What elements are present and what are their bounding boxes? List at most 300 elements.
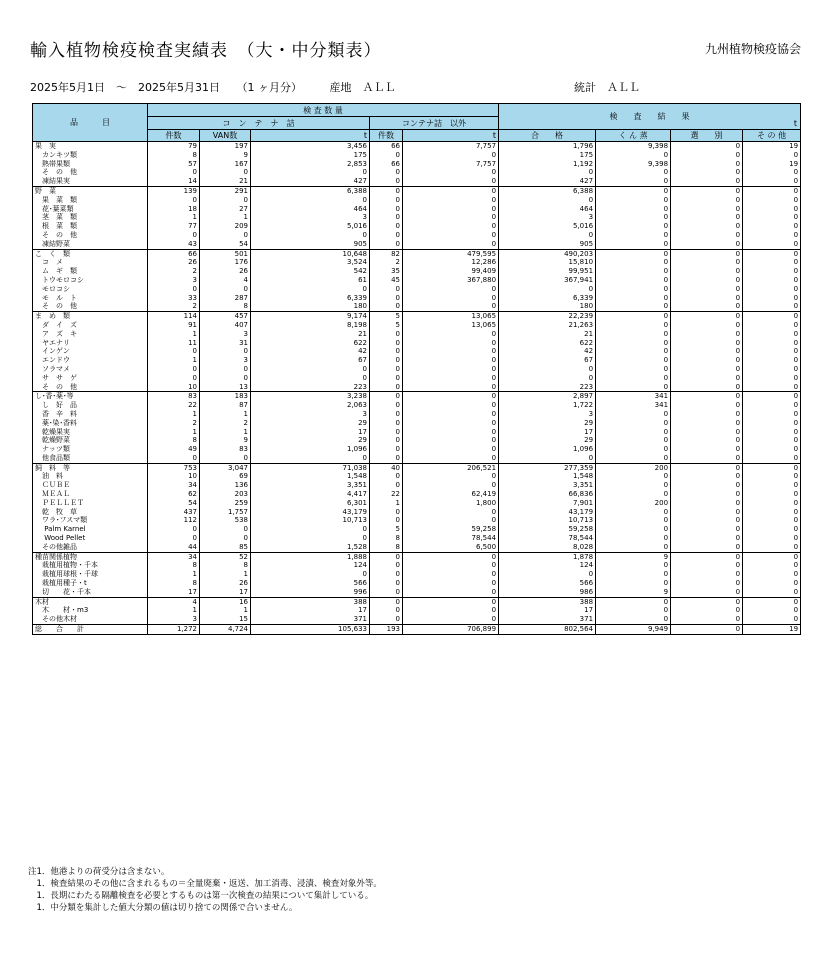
non-container-tons-cell: 0 (403, 330, 499, 339)
container-tons-cell: 1,096 (251, 445, 370, 454)
sorting-cell: 0 (671, 516, 743, 525)
passed-cell: 986 (499, 588, 596, 597)
subcategory-row (33, 516, 801, 525)
row-label: ダ イ ズ (33, 321, 148, 330)
non-container-count-cell: 0 (370, 222, 403, 231)
non-container-tons-cell: 1,800 (403, 499, 499, 508)
fumigation-cell: 0 (596, 312, 671, 321)
sorting-cell: 0 (671, 472, 743, 481)
subcategory-row (33, 222, 801, 231)
fumigation-cell: 0 (596, 285, 671, 294)
container-tons-cell: 388 (251, 597, 370, 606)
non-container-count-cell: 22 (370, 490, 403, 499)
footnotes (28, 866, 382, 914)
container-tons-cell: 3,238 (251, 392, 370, 401)
sorting-cell: 0 (671, 525, 743, 534)
non-container-count-cell: 0 (370, 588, 403, 597)
row-label: 乾燥果実 (33, 428, 148, 437)
container-tons-cell: 2,063 (251, 401, 370, 410)
non-container-tons-cell: 0 (403, 454, 499, 463)
non-container-count-cell: 66 (370, 142, 403, 151)
container-count-cell: 43 (148, 240, 200, 249)
container-tons-cell: 0 (251, 196, 370, 205)
non-container-count-cell: 0 (370, 177, 403, 186)
row-label: 切 花・千本 (33, 588, 148, 597)
container-count-cell: 3 (148, 615, 200, 624)
container-tons-cell: 464 (251, 205, 370, 214)
container-count-cell: 26 (148, 258, 200, 267)
fumigation-cell: 9 (596, 588, 671, 597)
passed-cell: 29 (499, 436, 596, 445)
subcategory-row (33, 240, 801, 249)
container-count-cell: 8 (148, 561, 200, 570)
category-row (33, 392, 801, 401)
non-container-count-cell: 0 (370, 285, 403, 294)
sorting-cell: 0 (671, 222, 743, 231)
van-count-cell: 183 (200, 392, 251, 401)
van-count-cell: 16 (200, 597, 251, 606)
container-header: コ ン テ ナ 詰 (148, 117, 370, 130)
other-cell: 0 (743, 276, 801, 285)
van-count-cell: 538 (200, 516, 251, 525)
other-cell: 0 (743, 177, 801, 186)
row-label: Wood Pellet (33, 534, 148, 543)
row-label: カンキツ類 (33, 151, 148, 160)
non-container-count-cell: 0 (370, 347, 403, 356)
subcategory-row (33, 168, 801, 177)
subcategory-row (33, 445, 801, 454)
passed-cell: 10,713 (499, 516, 596, 525)
non-container-count-cell: 0 (370, 383, 403, 392)
row-label: ム ギ 類 (33, 267, 148, 276)
sorting-cell: 0 (671, 615, 743, 624)
non-container-count-cell: 0 (370, 597, 403, 606)
non-container-tons-cell: 0 (403, 597, 499, 606)
sorting-cell: 0 (671, 160, 743, 169)
non-container-count-cell: 0 (370, 454, 403, 463)
row-label: 根 菜 類 (33, 222, 148, 231)
sorting-cell: 0 (671, 339, 743, 348)
container-tons-cell: 180 (251, 302, 370, 311)
non-container-count-cell: 0 (370, 356, 403, 365)
fumigation-cell: 0 (596, 151, 671, 160)
passed-cell: 223 (499, 383, 596, 392)
row-label: ＰＥＬＬＥＴ (33, 499, 148, 508)
other-cell: 0 (743, 321, 801, 330)
sorting-cell: 0 (671, 543, 743, 552)
other-cell: 0 (743, 267, 801, 276)
container-tons-cell: 0 (251, 231, 370, 240)
row-label: ワラ･フスマ類 (33, 516, 148, 525)
passed-cell: 43,179 (499, 508, 596, 517)
container-tons-cell: 8,198 (251, 321, 370, 330)
container-count-cell: 753 (148, 463, 200, 472)
fumigation-cell: 0 (596, 267, 671, 276)
non-container-count-cell: 82 (370, 249, 403, 258)
row-label: し 好 品 (33, 401, 148, 410)
container-tons-cell: 17 (251, 428, 370, 437)
row-label: 栽植用種子・t (33, 579, 148, 588)
fumigation-cell: 9,949 (596, 625, 671, 635)
non-container-count-cell: 0 (370, 606, 403, 615)
sorting-cell: 0 (671, 436, 743, 445)
container-tons-cell: 6,339 (251, 294, 370, 303)
inspection-result-header (499, 104, 801, 130)
sorting-cell: 0 (671, 534, 743, 543)
non-container-count-cell: 0 (370, 392, 403, 401)
other-cell: 0 (743, 231, 801, 240)
passed-cell: 427 (499, 177, 596, 186)
category-row (33, 186, 801, 195)
other-cell: 0 (743, 365, 801, 374)
non-container-tons-cell: 6,500 (403, 543, 499, 552)
row-label: 薬･染･香料 (33, 419, 148, 428)
container-count-cell: 0 (148, 347, 200, 356)
fumigation-cell: 0 (596, 445, 671, 454)
fumigation-cell: 0 (596, 302, 671, 311)
container-count-cell: 49 (148, 445, 200, 454)
container-tons-cell: 1,528 (251, 543, 370, 552)
other-cell: 0 (743, 151, 801, 160)
passed-cell: 0 (499, 285, 596, 294)
van-count-cell: 0 (200, 285, 251, 294)
footnote: 1．長期にわたる隔離検査を必要とするものは第一次検査の結果について集計している。 (28, 891, 374, 901)
container-tons-cell: 2,853 (251, 160, 370, 169)
non-container-tons-cell: 0 (403, 294, 499, 303)
row-label: 飼 料 等 (33, 463, 148, 472)
subcategory-row (33, 365, 801, 374)
non-container-count-cell: 35 (370, 267, 403, 276)
non-container-count-cell: 0 (370, 330, 403, 339)
non-container-count-cell: 0 (370, 151, 403, 160)
fumigation-cell: 0 (596, 436, 671, 445)
other-cell: 0 (743, 222, 801, 231)
row-label: ＭＥＡＬ (33, 490, 148, 499)
non-container-count-header: 件数 (370, 130, 403, 142)
other-cell: 0 (743, 472, 801, 481)
non-container-tons-cell: 0 (403, 516, 499, 525)
container-tons-cell: 61 (251, 276, 370, 285)
container-count-cell: 1 (148, 213, 200, 222)
container-count-cell: 0 (148, 285, 200, 294)
container-count-cell: 11 (148, 339, 200, 348)
fumigation-cell: 0 (596, 490, 671, 499)
passed-header: 合 格 (499, 130, 596, 142)
van-count-cell: 54 (200, 240, 251, 249)
footnote: 注1．他港よりの荷受分は含まない。 (28, 867, 170, 877)
other-cell: 0 (743, 508, 801, 517)
sorting-cell: 0 (671, 481, 743, 490)
subcategory-row (33, 196, 801, 205)
other-cell: 0 (743, 570, 801, 579)
container-count-cell: 1 (148, 606, 200, 615)
non-container-tons-cell: 0 (403, 606, 499, 615)
non-container-tons-cell: 0 (403, 579, 499, 588)
fumigation-cell: 0 (596, 561, 671, 570)
fumigation-cell: 0 (596, 525, 671, 534)
van-count-cell: 3,047 (200, 463, 251, 472)
sorting-cell: 0 (671, 374, 743, 383)
passed-cell: 1,796 (499, 142, 596, 151)
non-container-tons-cell: 0 (403, 570, 499, 579)
other-cell: 0 (743, 454, 801, 463)
row-label: コ メ (33, 258, 148, 267)
other-cell: 0 (743, 213, 801, 222)
container-count-cell: 0 (148, 534, 200, 543)
van-count-cell: 0 (200, 347, 251, 356)
sorting-cell: 0 (671, 419, 743, 428)
subcategory-row (33, 302, 801, 311)
row-label: 種苗関係植物 (33, 552, 148, 561)
container-ton-header: t (251, 130, 370, 142)
subcategory-row (33, 294, 801, 303)
sorting-cell: 0 (671, 356, 743, 365)
non-container-tons-cell: 0 (403, 383, 499, 392)
container-tons-cell: 996 (251, 588, 370, 597)
non-container-count-cell: 0 (370, 481, 403, 490)
non-container-tons-cell: 0 (403, 222, 499, 231)
passed-cell: 566 (499, 579, 596, 588)
report-title: 輸入植物検疫検査実績表 （大・中分類表） (30, 41, 382, 61)
non-container-tons-cell: 59,258 (403, 525, 499, 534)
van-count-cell: 26 (200, 267, 251, 276)
row-label: 果 菜 類 (33, 196, 148, 205)
subcategory-row (33, 615, 801, 624)
non-container-count-cell: 0 (370, 472, 403, 481)
van-count-cell: 457 (200, 312, 251, 321)
non-container-tons-cell: 0 (403, 347, 499, 356)
container-count-cell: 0 (148, 168, 200, 177)
van-count-cell: 136 (200, 481, 251, 490)
van-count-cell: 52 (200, 552, 251, 561)
container-tons-cell: 371 (251, 615, 370, 624)
other-cell: 0 (743, 374, 801, 383)
container-count-cell: 114 (148, 312, 200, 321)
sorting-cell: 0 (671, 168, 743, 177)
subcategory-row (33, 177, 801, 186)
passed-cell: 0 (499, 168, 596, 177)
non-container-count-cell: 0 (370, 615, 403, 624)
non-container-count-cell: 0 (370, 436, 403, 445)
row-label: 乾 牧 草 (33, 508, 148, 517)
sorting-cell: 0 (671, 383, 743, 392)
container-count-cell: 1 (148, 570, 200, 579)
container-count-cell: 139 (148, 186, 200, 195)
passed-cell: 0 (499, 570, 596, 579)
other-cell: 0 (743, 168, 801, 177)
other-cell: 0 (743, 490, 801, 499)
container-tons-cell: 0 (251, 168, 370, 177)
non-container-tons-cell: 0 (403, 410, 499, 419)
passed-cell: 15,810 (499, 258, 596, 267)
subcategory-row (33, 258, 801, 267)
subcategory-row (33, 525, 801, 534)
passed-cell: 66,836 (499, 490, 596, 499)
fumigation-cell: 0 (596, 168, 671, 177)
passed-cell: 124 (499, 561, 596, 570)
passed-cell: 21 (499, 330, 596, 339)
container-tons-cell: 175 (251, 151, 370, 160)
container-tons-cell: 42 (251, 347, 370, 356)
sorting-cell: 0 (671, 142, 743, 151)
container-tons-cell: 9,174 (251, 312, 370, 321)
non-container-tons-cell: 0 (403, 240, 499, 249)
sorting-cell: 0 (671, 330, 743, 339)
fumigation-cell: 0 (596, 454, 671, 463)
row-label: そ の 他 (33, 302, 148, 311)
non-container-count-cell: 0 (370, 516, 403, 525)
non-container-count-cell: 0 (370, 205, 403, 214)
other-cell: 0 (743, 205, 801, 214)
non-container-tons-cell: 13,065 (403, 321, 499, 330)
other-cell: 0 (743, 597, 801, 606)
row-label: ア ズ キ (33, 330, 148, 339)
row-label: その他木材 (33, 615, 148, 624)
other-cell: 0 (743, 302, 801, 311)
other-cell: 0 (743, 347, 801, 356)
other-cell: 0 (743, 516, 801, 525)
passed-cell: 371 (499, 615, 596, 624)
other-cell: 0 (743, 525, 801, 534)
van-count-cell: 0 (200, 525, 251, 534)
passed-cell: 490,203 (499, 249, 596, 258)
non-container-count-cell: 45 (370, 276, 403, 285)
van-count-cell: 1 (200, 410, 251, 419)
container-count-cell: 2 (148, 267, 200, 276)
van-count-cell: 176 (200, 258, 251, 267)
van-count-cell: 9 (200, 436, 251, 445)
fumigation-cell: 0 (596, 472, 671, 481)
non-container-tons-cell: 0 (403, 374, 499, 383)
passed-cell: 367,941 (499, 276, 596, 285)
non-container-count-cell: 0 (370, 579, 403, 588)
fumigation-cell: 0 (596, 615, 671, 624)
non-container-tons-cell: 0 (403, 436, 499, 445)
non-container-count-cell: 0 (370, 186, 403, 195)
item-column-header: 品 目 (33, 104, 148, 142)
other-cell: 0 (743, 258, 801, 267)
other-cell: 0 (743, 240, 801, 249)
sorting-cell: 0 (671, 347, 743, 356)
other-cell: 0 (743, 383, 801, 392)
van-count-cell: 0 (200, 454, 251, 463)
container-tons-cell: 542 (251, 267, 370, 276)
non-container-header: コンテナ詰 以外 (370, 117, 499, 130)
subcategory-row (33, 561, 801, 570)
subcategory-row (33, 347, 801, 356)
other-cell: 0 (743, 606, 801, 615)
fumigation-cell: 0 (596, 186, 671, 195)
passed-cell: 464 (499, 205, 596, 214)
van-count-cell: 3 (200, 330, 251, 339)
non-container-tons-cell: 0 (403, 213, 499, 222)
non-container-count-cell: 0 (370, 302, 403, 311)
passed-cell: 175 (499, 151, 596, 160)
row-label: トウモロコシ (33, 276, 148, 285)
van-count-cell: 209 (200, 222, 251, 231)
non-container-tons-cell: 0 (403, 356, 499, 365)
row-label: ま め 類 (33, 312, 148, 321)
passed-cell: 3 (499, 410, 596, 419)
sorting-cell: 0 (671, 321, 743, 330)
container-tons-cell: 3 (251, 213, 370, 222)
non-container-tons-cell: 0 (403, 186, 499, 195)
row-label: し･香･薬･等 (33, 392, 148, 401)
van-count-cell: 21 (200, 177, 251, 186)
other-cell: 0 (743, 579, 801, 588)
fumigation-cell: 0 (596, 365, 671, 374)
row-label: サ サ ゲ (33, 374, 148, 383)
non-container-count-cell: 0 (370, 365, 403, 374)
other-cell: 0 (743, 249, 801, 258)
other-cell: 0 (743, 436, 801, 445)
van-count-header: VAN数 (200, 130, 251, 142)
container-count-cell: 79 (148, 142, 200, 151)
non-container-count-cell: 0 (370, 231, 403, 240)
row-label: 野 菜 (33, 186, 148, 195)
non-container-tons-cell: 12,286 (403, 258, 499, 267)
van-count-cell: 17 (200, 588, 251, 597)
container-count-cell: 1 (148, 356, 200, 365)
row-label: ソラマメ (33, 365, 148, 374)
passed-cell: 0 (499, 454, 596, 463)
sorting-cell: 0 (671, 240, 743, 249)
container-count-cell: 0 (148, 196, 200, 205)
fumigation-cell: 0 (596, 330, 671, 339)
sorting-cell: 0 (671, 508, 743, 517)
table-body (33, 142, 801, 635)
sorting-cell: 0 (671, 196, 743, 205)
passed-cell: 21,263 (499, 321, 596, 330)
non-container-tons-cell: 0 (403, 561, 499, 570)
non-container-count-cell: 0 (370, 570, 403, 579)
fumigation-cell: 0 (596, 410, 671, 419)
passed-cell: 277,359 (499, 463, 596, 472)
van-count-cell: 26 (200, 579, 251, 588)
van-count-cell: 9 (200, 151, 251, 160)
other-cell: 0 (743, 392, 801, 401)
category-row (33, 312, 801, 321)
van-count-cell: 8 (200, 561, 251, 570)
subcategory-row (33, 428, 801, 437)
van-count-cell: 13 (200, 383, 251, 392)
row-label: ヤエナリ (33, 339, 148, 348)
sorting-cell: 0 (671, 285, 743, 294)
sorting-cell: 0 (671, 597, 743, 606)
container-count-cell: 8 (148, 436, 200, 445)
van-count-cell: 291 (200, 186, 251, 195)
passed-cell: 388 (499, 597, 596, 606)
non-container-count-cell: 0 (370, 240, 403, 249)
sorting-cell: 0 (671, 186, 743, 195)
passed-cell: 78,544 (499, 534, 596, 543)
subcategory-row (33, 321, 801, 330)
non-container-tons-cell: 0 (403, 588, 499, 597)
subcategory-row (33, 419, 801, 428)
subcategory-row (33, 472, 801, 481)
non-container-count-cell: 5 (370, 312, 403, 321)
row-label: そ の 他 (33, 231, 148, 240)
van-count-cell: 167 (200, 160, 251, 169)
other-cell: 0 (743, 196, 801, 205)
sorting-cell: 0 (671, 588, 743, 597)
fumigation-cell: 0 (596, 570, 671, 579)
sorting-cell: 0 (671, 205, 743, 214)
container-tons-cell: 4,417 (251, 490, 370, 499)
subcategory-row (33, 410, 801, 419)
non-container-tons-cell: 0 (403, 285, 499, 294)
other-cell: 0 (743, 356, 801, 365)
